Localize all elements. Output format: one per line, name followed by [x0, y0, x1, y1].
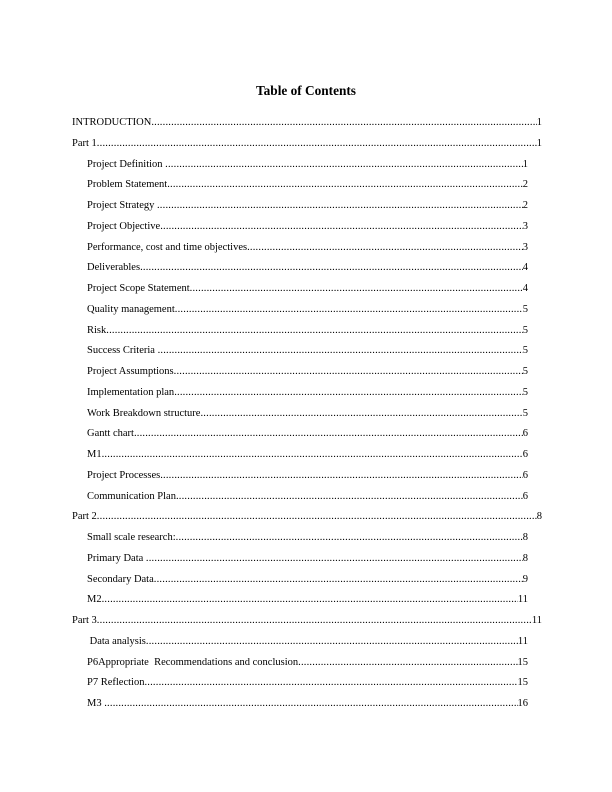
toc-entry[interactable] [72, 321, 542, 342]
toc-entry[interactable] [72, 175, 542, 196]
toc-page-number: 9 [522, 573, 528, 585]
toc-entry[interactable] [72, 673, 542, 694]
toc-entry[interactable] [72, 507, 542, 528]
toc-entry[interactable] [72, 300, 542, 321]
toc-entry-label: Part 2 [72, 511, 97, 523]
toc-dot-leader [176, 528, 523, 549]
toc-entry-label: Secondary Data [87, 573, 154, 585]
toc-entry-label: Small scale research: [87, 532, 176, 543]
toc-entry[interactable] [72, 487, 542, 508]
toc-dot-leader [146, 549, 523, 570]
toc-dot-leader [165, 155, 523, 176]
toc-entry[interactable] [72, 258, 542, 279]
toc-entry[interactable] [72, 113, 542, 134]
toc-dot-leader [157, 196, 523, 217]
toc-page-number: 1 [536, 137, 542, 149]
toc-entry[interactable] [72, 383, 542, 404]
toc-entry-label: Problem Statement [87, 179, 168, 191]
toc-entry-label: M1 [87, 449, 102, 460]
toc-page-number: 11 [517, 635, 528, 647]
toc-entry-label: Project Assumptions [87, 366, 174, 377]
toc-dot-leader [106, 321, 522, 342]
toc-page-number: 3 [522, 220, 528, 232]
toc-dot-leader [154, 570, 523, 591]
toc-dot-leader [160, 466, 523, 487]
toc-page-number: 6 [522, 428, 528, 440]
toc-page-number: 8 [522, 552, 528, 564]
toc-entry-label: Communication Plan [87, 490, 176, 502]
toc-page-number: 2 [522, 179, 528, 191]
toc-page-number: 8 [522, 532, 528, 543]
toc-dot-leader [174, 383, 523, 404]
toc-page-number: 8 [536, 511, 542, 523]
toc-page-number: 1 [522, 158, 528, 170]
toc-page-number: 4 [522, 262, 528, 274]
toc-page-number: 16 [517, 698, 528, 709]
toc-dot-leader [134, 424, 523, 445]
toc-entry-label: Success Criteria [87, 345, 158, 357]
toc-dot-leader [174, 362, 523, 383]
toc-dot-leader [146, 632, 518, 653]
toc-page-number: 5 [522, 386, 528, 398]
toc-dot-leader [247, 238, 523, 259]
toc-dot-leader [97, 507, 537, 528]
toc-dot-leader [144, 673, 517, 694]
toc-entry-label: Gantt chart [87, 428, 134, 440]
toc-entry-label: Part 1 [72, 137, 97, 149]
toc-entry-label: Primary Data [87, 552, 146, 564]
toc-dot-leader [175, 300, 523, 321]
toc-entry-label: M2 [87, 594, 102, 606]
toc-dot-leader [140, 258, 523, 279]
toc-dot-leader [298, 653, 517, 674]
toc-page-number: 2 [522, 200, 528, 211]
toc-page-number: 15 [517, 656, 528, 668]
toc-entry[interactable] [72, 238, 542, 259]
toc-entry-label: P6Appropriate Recommendations and conclusion [87, 656, 299, 668]
toc-entry[interactable] [72, 694, 542, 715]
toc-page-number: 5 [522, 407, 528, 419]
toc-entry-label: Performance, cost and time objectives [87, 241, 248, 253]
toc-entry[interactable] [72, 217, 542, 238]
toc-entry[interactable] [72, 196, 542, 217]
toc-dot-leader [97, 611, 532, 632]
toc-dot-leader [102, 590, 518, 611]
toc-dot-leader [97, 134, 537, 155]
toc-entry-label: Project Processes [87, 469, 161, 481]
toc-entry[interactable] [72, 590, 542, 611]
toc-dot-leader [158, 341, 523, 362]
toc-page-number: 11 [531, 615, 542, 626]
toc-entry-label: Data analysis [87, 635, 146, 647]
toc-entry[interactable] [72, 632, 542, 653]
toc-entry[interactable] [72, 155, 542, 176]
toc-page-number: 4 [522, 283, 528, 294]
toc-page-number: 3 [522, 241, 528, 253]
toc-page-number: 11 [517, 594, 528, 606]
toc-entry-label: Work Breakdown structure [87, 407, 201, 419]
toc-page-number: 15 [517, 677, 528, 689]
toc-dot-leader [200, 404, 522, 425]
toc-entry[interactable] [72, 362, 542, 383]
toc-entry[interactable] [72, 424, 542, 445]
toc-entry-label: M3 [87, 698, 105, 709]
toc-entry[interactable] [72, 528, 542, 549]
toc-entry-label: Quality management [87, 303, 175, 315]
toc-entry-label: Project Objective [87, 220, 161, 232]
toc-entry[interactable] [72, 279, 542, 300]
toc-entry-label: Risk [87, 324, 107, 336]
toc-page-number: 6 [522, 449, 528, 460]
toc-entry[interactable] [72, 570, 542, 591]
toc-entry-label: Implementation plan [87, 386, 175, 398]
toc-page-number: 5 [522, 366, 528, 377]
toc-entry-label: Project Definition [87, 158, 166, 170]
toc-dot-leader [104, 694, 517, 715]
toc-entry[interactable] [72, 341, 542, 362]
toc-dot-leader [102, 445, 523, 466]
toc-page-number: 6 [522, 490, 528, 502]
toc-page-number: 5 [522, 345, 528, 357]
toc-entry[interactable] [72, 549, 542, 570]
toc-dot-leader [176, 487, 523, 508]
toc-entry[interactable] [72, 653, 542, 674]
toc-entry-label: INTRODUCTION [72, 117, 152, 128]
toc-entry-label: Part 3 [72, 615, 97, 626]
toc-page-number: 5 [522, 324, 528, 336]
toc-page-number: 1 [536, 117, 542, 128]
toc-entry[interactable] [72, 466, 542, 487]
page-title: Table of Contents [256, 83, 356, 98]
toc-entry-label: Deliverables [87, 262, 141, 274]
toc-entry-label: P7 Reflection [87, 677, 145, 689]
toc-dot-leader [160, 217, 523, 238]
toc-page-number: 5 [522, 303, 528, 315]
toc-entry[interactable] [72, 134, 542, 155]
toc-dot-leader [167, 175, 523, 196]
toc-dot-leader [151, 113, 536, 134]
toc-entry[interactable] [72, 404, 542, 425]
toc-entry-label: Project Strategy [87, 200, 157, 211]
toc-entry-label: Project Scope Statement [87, 283, 190, 294]
toc-dot-leader [190, 279, 523, 300]
toc-entry[interactable] [72, 611, 542, 632]
toc-list [72, 113, 542, 715]
toc-page-number: 6 [522, 469, 528, 481]
toc-entry[interactable] [72, 445, 542, 466]
